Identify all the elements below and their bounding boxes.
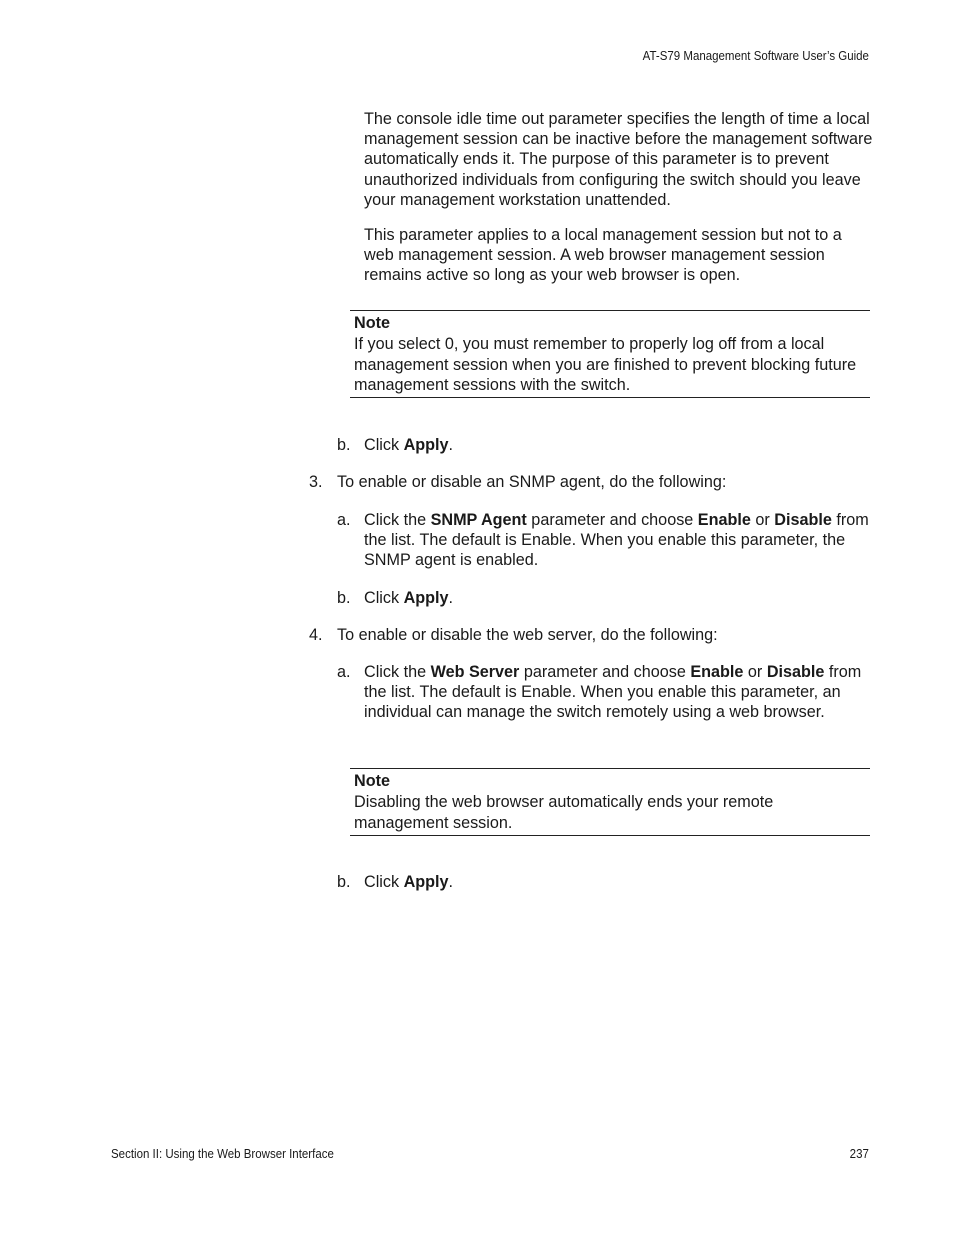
intro-paragraph-1: The console idle time out parameter specifies the length of time a local management session can be inactive before the management software automatically ends it. The purpose of this parameter is to prevent unauthorized individuals from configuring the switch should you leave your management workstation unattended. (364, 110, 873, 209)
apply-label: Apply (403, 873, 449, 891)
note-title: Note (354, 772, 390, 790)
substep-click-apply: Click Apply. (364, 589, 454, 607)
substep-marker: b. (337, 436, 351, 454)
page-number: 237 (849, 1147, 869, 1161)
step-number: 3. (309, 473, 323, 491)
apply-label: Apply (403, 589, 449, 607)
web-server-param: Web Server (430, 663, 520, 681)
apply-label: Apply (403, 436, 449, 454)
intro-paragraph-2: This parameter applies to a local management session but not to a web management session. A web browser management session remains active so long as your web browser is open. (364, 226, 842, 285)
snmp-agent-param: SNMP Agent (430, 511, 527, 529)
note-title: Note (354, 314, 390, 332)
step-web-server: To enable or disable the web server, do the following: (337, 626, 718, 644)
running-header: AT-S79 Management Software User’s Guide (642, 49, 869, 63)
substep-click-apply: Click Apply. (364, 873, 454, 891)
substep-marker: b. (337, 589, 351, 607)
substep-snmp-agent-choose: Click the SNMP Agent parameter and choose Enable or Disable from the list. The default is Enable. When you enable this parameter, the SNMP agent is enabled. (364, 511, 869, 570)
substep-marker: b. (337, 873, 351, 891)
footer-section: Section II: Using the Web Browser Interface (111, 1147, 334, 1161)
substep-click-apply: Click Apply. (364, 436, 454, 454)
step-snmp-agent: To enable or disable an SNMP agent, do the following: (337, 473, 727, 491)
note-box-web-browser (350, 768, 870, 836)
note-text: Disabling the web browser automatically ends your remote management session. (354, 792, 774, 832)
substep-web-server-choose: Click the Web Server parameter and choose Enable or Disable from the list. The default is Enable. When you enable this parameter, an individual can manage the switch remotely using a web browser. (364, 663, 862, 722)
note-text: If you select 0, you must remember to properly log off from a local management session when you are finished to prevent blocking future management sessions with the switch. (354, 334, 857, 395)
substep-marker: a. (337, 511, 351, 529)
note-box-idle-timeout (350, 310, 870, 398)
substep-marker: a. (337, 663, 351, 681)
step-number: 4. (309, 626, 323, 644)
